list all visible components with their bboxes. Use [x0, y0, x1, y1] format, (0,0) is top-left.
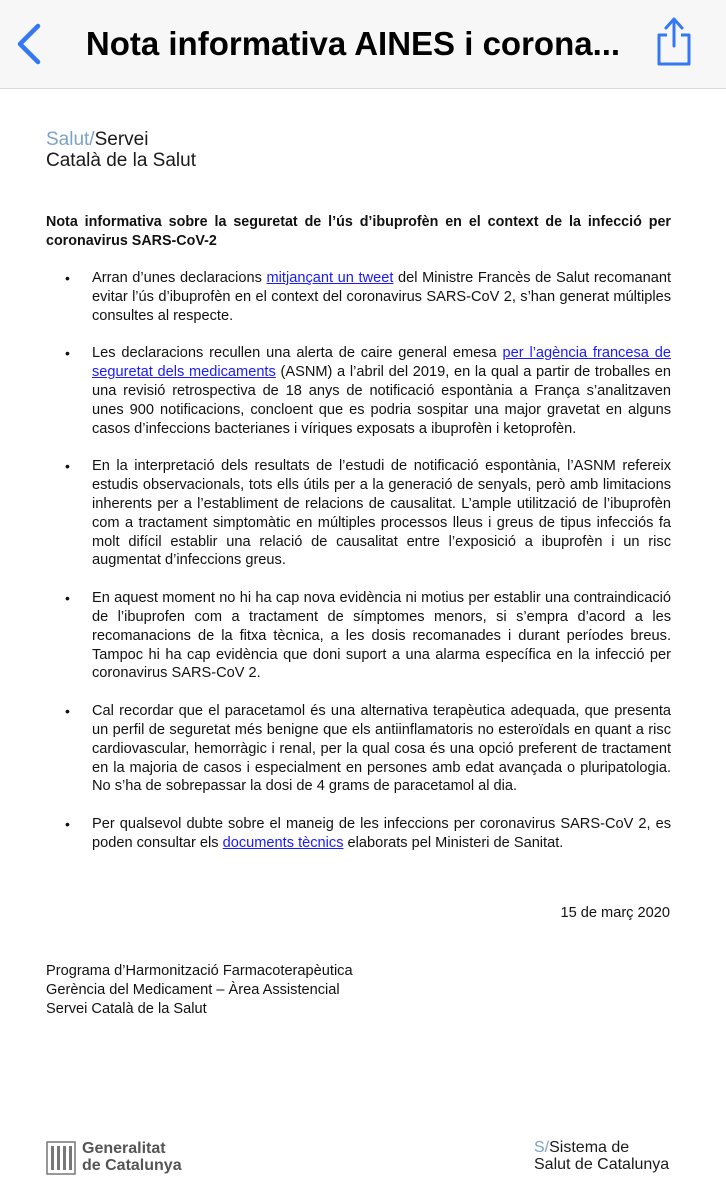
bullet-text: Arran d’unes declaracions: [92, 270, 267, 286]
bullet-marker: •: [65, 703, 70, 720]
logo-line2: Català de la Salut: [46, 150, 196, 171]
bullet-marker: •: [65, 590, 70, 607]
bullet-text: Cal recordar que el paracetamol és una alternativa terapèutica adequada, que presenta un perfil de seguretat més benigne que els antiinflamatoris no esteroïdals en quant a risc cardiovascular, hemorràgic i renal, per la qual cosa és una opció preferent de tractament en la majoria de casos i especialment en persones amb edat avançada o pluripatologia. No s’ha de sobrepassar la dosi de 4 grams de paracetamol al dia.: [92, 703, 671, 795]
bullet-text: del Ministre Francès de Salut recomanant evitar l’ús d’ibuprofèn en el context del coronavirus SARS-CoV 2, s’han generat múltiples consultes al respecte.: [92, 270, 671, 324]
signature-line: Servei Català de la Salut: [46, 1001, 207, 1017]
list-item: [46, 269, 671, 325]
bullet-text: Les declaracions recullen una alerta de caire general emesa: [92, 345, 503, 362]
generalitat-line2: de Catalunya: [82, 1157, 182, 1174]
bullet-text: En la interpretació dels resultats de l’estudi de notificació espontània, l’ASNM refereix estudis observacionals, tots ells útils per a la generació de senyals, però amb limitacions inherents per a l’establiment de relacions de causalitat. L’ample utilització de l’ibuprofèn com a tractament simptomàtic en múltiples processos lleus i greus de tipus infecciós fa molt difícil establir una relació de causalitat entre l’exposició a ibuprofèn i un risc augmentat d’infeccions greus.: [92, 458, 671, 569]
back-button[interactable]: [12, 22, 52, 66]
generalitat-emblem-icon: [46, 1140, 76, 1176]
agency-link[interactable]: per l’agència francesa de seguretat dels medicaments: [92, 345, 671, 381]
sistema-salut-logo: [534, 1139, 669, 1173]
sistema-line1: Sistema de: [549, 1139, 630, 1156]
bullet-marker: •: [65, 816, 70, 833]
pdf-document[interactable]: [0, 89, 726, 1200]
bullet-list: [46, 269, 671, 872]
catsalut-logo: [46, 129, 196, 171]
chevron-left-icon: [12, 22, 52, 66]
document-date: 15 de març 2020: [560, 905, 670, 921]
list-item: [46, 815, 671, 853]
bullet-marker: •: [65, 458, 70, 475]
sistema-s-mark: S/: [534, 1139, 550, 1156]
bullet-text: En aquest moment no hi ha cap nova evidència ni motius per establir una contraindicació de l’ibuprofen com a tractament de símptomes menors, si s’empra d’acord a les recomanacions de la fitxa tècnica, a les dosis recomanades i durant períodes breus. Tampoc hi ha cap evidència que doni suport a una alarma específica en la infecció per coronavirus SARS-CoV 2.: [92, 590, 671, 682]
signature-block: [46, 962, 353, 1019]
tweet-link[interactable]: mitjançant un tweet: [266, 270, 394, 286]
logo-salut: Salut/: [46, 129, 95, 150]
generalitat-logo: [82, 1140, 182, 1174]
share-icon: [654, 16, 694, 68]
page-title: Nota informativa AINES i corona...: [85, 25, 621, 62]
document-title: Nota informativa sobre la seguretat de l’ús d’ibuprofèn en el context de la infecció per coronavirus SARS-CoV-2: [46, 214, 671, 249]
bullet-text: Per qualsevol dubte sobre el maneig de les infeccions per coronavirus SARS-CoV 2, es poden consultar els: [92, 816, 671, 851]
bullet-marker: •: [65, 270, 70, 286]
navigation-bar: [0, 0, 726, 89]
sistema-line2: Salut de Catalunya: [534, 1156, 670, 1173]
signature-line: Gerència del Medicament – Àrea Assistencial: [46, 982, 340, 998]
list-item: [46, 589, 671, 683]
generalitat-line1: Generalitat: [82, 1140, 166, 1157]
signature-line: Programa d’Harmonització Farmacoterapèutica: [46, 963, 353, 979]
technical-documents-link[interactable]: documents tècnics: [222, 834, 344, 851]
bullet-text: elaborats pel Ministeri de Sanitat.: [343, 834, 564, 851]
bullet-text: (ASNM) a l’abril del 2019, en la qual a partir de troballes en una revisió retrospectiva de 18 anys de notificació espontània a França s’analitzaven unes 900 notificacions, concloent que es podria sospitar una major gravetat en alguns casos d’infeccions bacterianes i víriques exposats a ibuprofèn i ketoprofèn.: [92, 364, 671, 437]
bullet-marker: •: [65, 345, 70, 362]
logo-servei: Servei: [94, 129, 149, 150]
list-item: [46, 344, 671, 438]
share-button[interactable]: [654, 16, 694, 68]
list-item: [46, 457, 671, 570]
list-item: [46, 702, 671, 796]
